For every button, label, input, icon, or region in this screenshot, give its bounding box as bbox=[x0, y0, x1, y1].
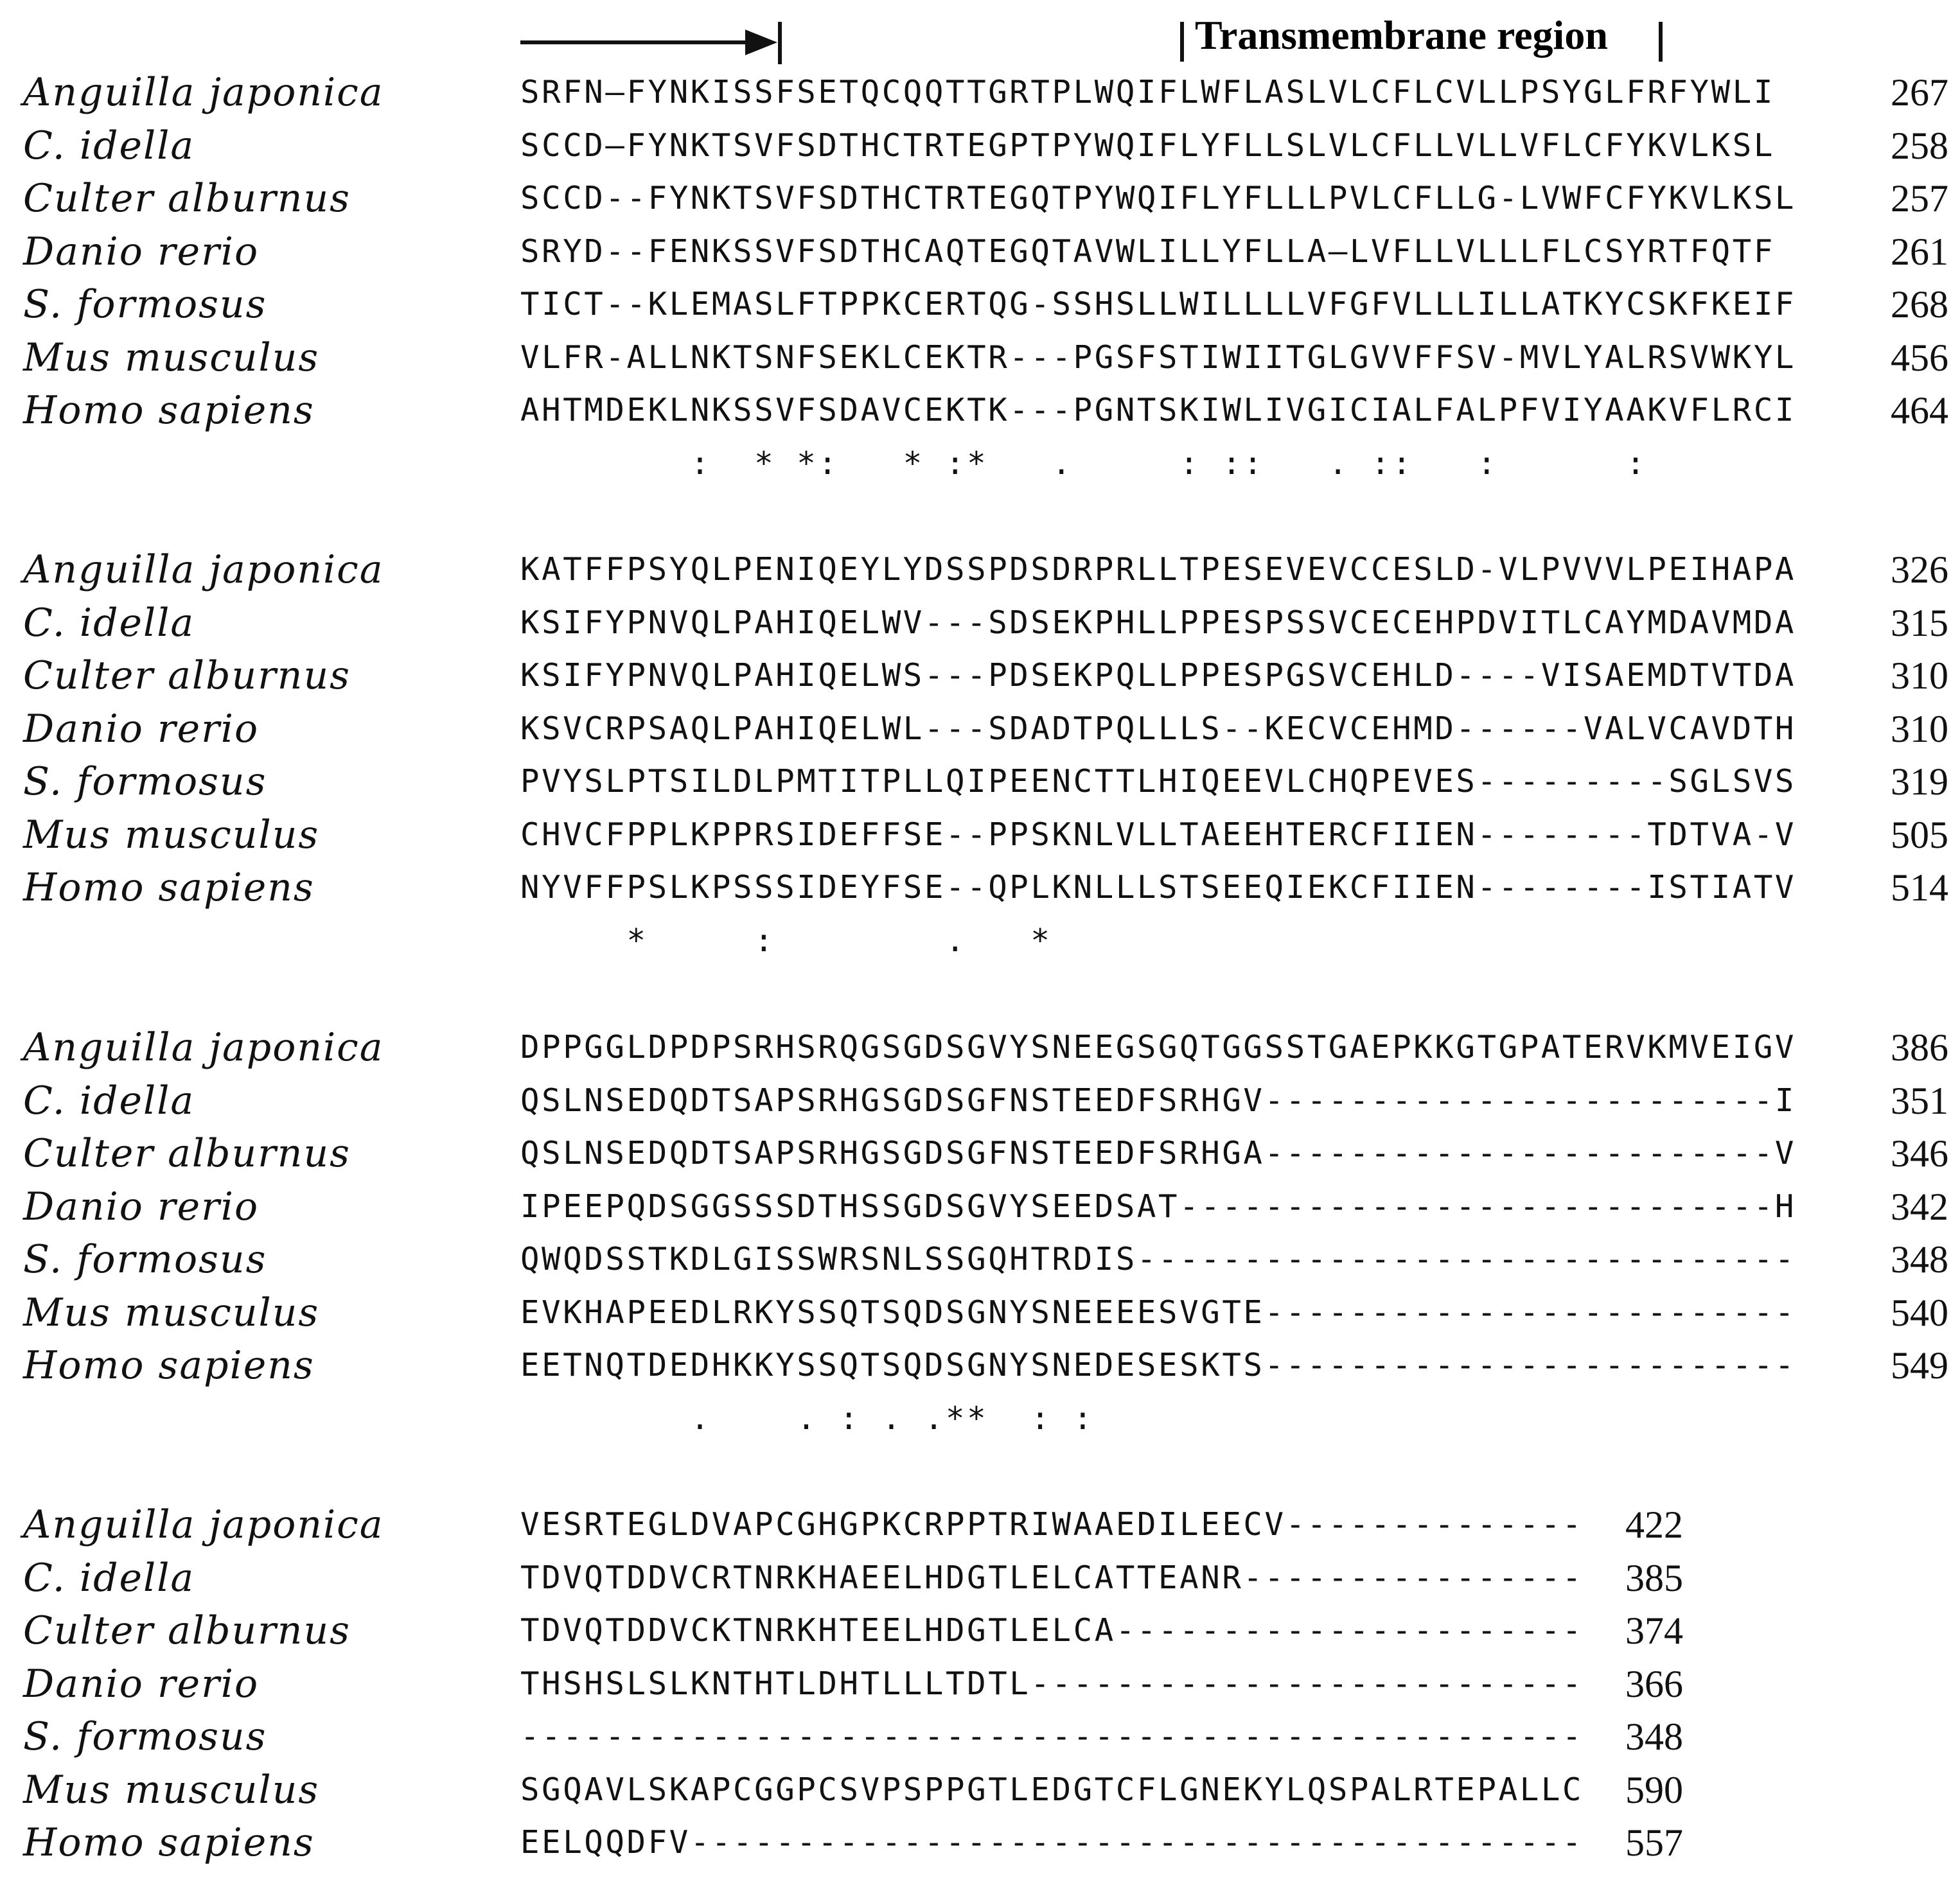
alignment-row bbox=[0, 1021, 1960, 1074]
sequence: QSLNSEDQDTSAPSRHGSGDSGFNSTEEDFSRHGV------------------------I bbox=[520, 1082, 1797, 1119]
residue-position: 348 bbox=[1625, 1716, 1683, 1758]
alignment-row bbox=[0, 66, 1960, 119]
alignment-row bbox=[0, 1286, 1960, 1339]
species-name: Mus musculus bbox=[23, 812, 320, 857]
residue-position: 385 bbox=[1625, 1556, 1683, 1599]
alignment-row bbox=[0, 331, 1960, 384]
species-name: Anguilla japonica bbox=[23, 547, 384, 592]
sequence: PVYSLPTSILDLPMTITPLLQIPEENCTTLHIQEEVLCHQPEVES---------SGLSVS bbox=[520, 763, 1797, 800]
sequence: KSVCRPSAQLPAHIQELWL---SDADTPQLLLS--KECVCEHMD------VALVCAVDTH bbox=[520, 710, 1797, 747]
sequence: EVKHAPEEDLRKYSSQTSQDSGNYSNEEEESVGTE------------------------- bbox=[520, 1294, 1797, 1331]
alignment-row bbox=[0, 1658, 1960, 1710]
residue-position: 351 bbox=[1891, 1079, 1948, 1122]
region-arrow bbox=[0, 0, 1960, 71]
species-name: Danio rerio bbox=[23, 1184, 260, 1229]
residue-position: 456 bbox=[1891, 336, 1948, 379]
alignment-row bbox=[0, 543, 1960, 596]
sequence: CHVCFPPLKPPRSIDEFFSE--PPSKNLVLLTAEEHTERCFIIEN--------TDTVA-V bbox=[520, 816, 1797, 853]
transmembrane-region-label: Transmembrane region bbox=[1195, 12, 1608, 58]
species-name: Culter alburnus bbox=[23, 1131, 351, 1176]
sequence: EELQQDFV------------------------------------------ bbox=[520, 1824, 1584, 1861]
alignment-row bbox=[0, 703, 1960, 755]
residue-position: 268 bbox=[1891, 283, 1948, 326]
residue-position: 310 bbox=[1891, 707, 1948, 750]
species-name: S. formosus bbox=[23, 759, 267, 804]
species-name: S. formosus bbox=[23, 1237, 267, 1282]
alignment-row bbox=[0, 1339, 1960, 1392]
species-name: S. formosus bbox=[23, 282, 267, 327]
species-name: Anguilla japonica bbox=[23, 70, 384, 115]
residue-position: 261 bbox=[1891, 230, 1948, 273]
residue-position: 374 bbox=[1625, 1610, 1683, 1652]
alignment-row bbox=[0, 225, 1960, 278]
species-name: Mus musculus bbox=[23, 335, 320, 380]
alignment-row bbox=[0, 1127, 1960, 1180]
alignment-row bbox=[0, 809, 1960, 861]
residue-position: 310 bbox=[1891, 654, 1948, 697]
alignment-row bbox=[0, 861, 1960, 914]
sequence: QSLNSEDQDTSAPSRHGSGDSGFNSTEEDFSRHGA------------------------V bbox=[520, 1135, 1797, 1172]
residue-position: 549 bbox=[1891, 1344, 1948, 1387]
alignment-row bbox=[0, 1075, 1960, 1127]
sequence: SRYD--FENKSSVFSDTHCAQTEGQTAVWLILLYFLLA—LVFLLVLLLFLCSYRTFQTF bbox=[520, 233, 1775, 270]
species-name: Homo sapiens bbox=[23, 388, 315, 433]
alignment-row bbox=[0, 278, 1960, 331]
alignment-row bbox=[0, 1552, 1960, 1604]
alignment-row bbox=[0, 1180, 1960, 1233]
alignment-row bbox=[0, 1816, 1960, 1869]
residue-position: 267 bbox=[1891, 71, 1948, 114]
residue-position: 319 bbox=[1891, 760, 1948, 803]
species-name: Danio rerio bbox=[23, 1661, 260, 1707]
residue-position: 342 bbox=[1891, 1185, 1948, 1228]
species-name: S. formosus bbox=[23, 1714, 267, 1759]
residue-position: 505 bbox=[1891, 813, 1948, 856]
species-name: Homo sapiens bbox=[23, 1820, 315, 1865]
species-name: Danio rerio bbox=[23, 706, 260, 751]
transmembrane-annotation bbox=[0, 0, 1960, 71]
residue-position: 422 bbox=[1625, 1504, 1683, 1546]
alignment-row bbox=[0, 597, 1960, 649]
sequence: EETNQTDEDHKKYSSQTSQDSGNYSNEDESESKTS------------------------- bbox=[520, 1347, 1797, 1383]
species-name: Anguilla japonica bbox=[23, 1502, 384, 1547]
residue-position: 315 bbox=[1891, 601, 1948, 644]
species-name: Anguilla japonica bbox=[23, 1025, 384, 1070]
alignment-row bbox=[0, 1710, 1960, 1763]
residue-position: 257 bbox=[1891, 177, 1948, 220]
sequence: VLFR-ALLNKTSNFSEKLCEKTR---PGSFSTIWIITGLGVVFFSV-MVLYALRSVWKYL bbox=[520, 338, 1797, 376]
species-name: C. idella bbox=[23, 1555, 195, 1601]
species-name: Homo sapiens bbox=[23, 1343, 315, 1388]
sequence: QWQDSSTKDLGISSWRSNLSSGQHTRDIS------------------------------- bbox=[520, 1241, 1797, 1277]
sequence: KATFFPSYQLPENIQEYLYDSSPDSDRPRLLTPESEVEVCCESLD-VLPVVVLPEIHAPA bbox=[520, 551, 1797, 588]
species-name: Culter alburnus bbox=[23, 1608, 351, 1653]
alignment-row bbox=[0, 172, 1960, 225]
residue-position: 386 bbox=[1891, 1026, 1948, 1069]
sequence: SCCD--FYNKTSVFSDTHCTRTEGQTPYWQIFLYFLLLPVLCFLLG-LVWFCFYKVLKSL bbox=[520, 180, 1797, 216]
species-name: Homo sapiens bbox=[23, 865, 315, 910]
alignment-row bbox=[0, 1604, 1960, 1657]
residue-position: 348 bbox=[1891, 1238, 1948, 1281]
alignment-row bbox=[0, 384, 1960, 437]
residue-position: 258 bbox=[1891, 124, 1948, 167]
consensus-line: * : . * bbox=[520, 922, 1052, 959]
sequence: SGQAVLSKAPCGGPCSVPSPPGTLEDGTCFLGNEKYLQSPALRTEPALLC bbox=[520, 1771, 1584, 1808]
residue-position: 540 bbox=[1891, 1291, 1948, 1334]
residue-position: 557 bbox=[1625, 1821, 1683, 1864]
consensus-line: . . : . .** : : bbox=[520, 1400, 1095, 1437]
sequence: IPEEPQDSGGSSSDTHSSGDSGVYSEEDSAT----------------------------H bbox=[520, 1188, 1797, 1225]
sequence: DPPGGLDPDPSRHSRQGSGDSGVYSNEEGSGQTGGSSTGAEPKKGTGPATERVKMVEIGV bbox=[520, 1029, 1797, 1066]
sequence: KSIFYPNVQLPAHIQELWV---SDSEKPHLLPPESPSSVCECEHPDVITLCAYMDAVMDA bbox=[520, 604, 1797, 641]
sequence: TICT--KLEMASLFTPPKCERTQG-SSHSLLWILLLLVFGFVLLLILLATKYCSKFKEIF bbox=[520, 286, 1797, 322]
species-name: C. idella bbox=[23, 1078, 195, 1123]
species-name: Danio rerio bbox=[23, 229, 260, 274]
residue-position: 326 bbox=[1891, 548, 1948, 591]
alignment-row bbox=[0, 1233, 1960, 1286]
consensus-line: : * *: * :* . : :: . :: : : bbox=[520, 444, 1648, 482]
residue-position: 464 bbox=[1891, 389, 1948, 432]
sequence: NYVFFPSLKPSSSIDEYFSE--QPLKNLLLSTSEEQIEKCFIIEN--------ISTIATV bbox=[520, 869, 1797, 906]
species-name: Mus musculus bbox=[23, 1290, 320, 1335]
residue-position: 590 bbox=[1625, 1768, 1683, 1811]
alignment-row bbox=[0, 1764, 1960, 1816]
residue-position: 366 bbox=[1625, 1662, 1683, 1705]
sequence: THSHSLSLKNTHTLDHTLLLTDTL-------------------------- bbox=[520, 1665, 1584, 1702]
species-name: Culter alburnus bbox=[23, 653, 351, 698]
sequence: SRFN—FYNKISSFSETQCQQTTGRTPLWQIFLWFLASLVLCFLCVLLPSYGLFRFYWLI bbox=[520, 74, 1775, 110]
sequence: -------------------------------------------------- bbox=[520, 1718, 1584, 1755]
sequence: VESRTEGLDVAPCGHGPKCRPPTRIWAAEDILEECV-------------- bbox=[520, 1506, 1584, 1543]
sequence: AHTMDEKLNKSSVFSDAVCEKTK---PGNTSKIWLIVGICIALFALPFVIYAAKVFLRCI bbox=[520, 392, 1797, 428]
sequence: KSIFYPNVQLPAHIQELWS---PDSEKPQLLPPESPGSVCEHLD----VISAEMDTVTDA bbox=[520, 657, 1797, 694]
sequence: TDVQTDDVCRTNRKHAEELHDGTLELCATTEANR---------------- bbox=[520, 1559, 1584, 1596]
species-name: Mus musculus bbox=[23, 1767, 320, 1812]
species-name: Culter alburnus bbox=[23, 176, 351, 221]
residue-position: 514 bbox=[1891, 866, 1948, 909]
alignment-row bbox=[0, 1498, 1960, 1551]
alignment-row bbox=[0, 649, 1960, 702]
species-name: C. idella bbox=[23, 600, 195, 645]
alignment-row bbox=[0, 119, 1960, 172]
alignment-row bbox=[0, 755, 1960, 808]
sequence: TDVQTDDVCKTNRKHTEELHDGTLELCA---------------------- bbox=[520, 1612, 1584, 1649]
sequence: SCCD—FYNKTSVFSDTHCTRTEGPTPYWQIFLYFLLSLVLCFLLVLLVFLCFYKVLKSL bbox=[520, 127, 1775, 164]
species-name: C. idella bbox=[23, 123, 195, 168]
residue-position: 346 bbox=[1891, 1132, 1948, 1175]
